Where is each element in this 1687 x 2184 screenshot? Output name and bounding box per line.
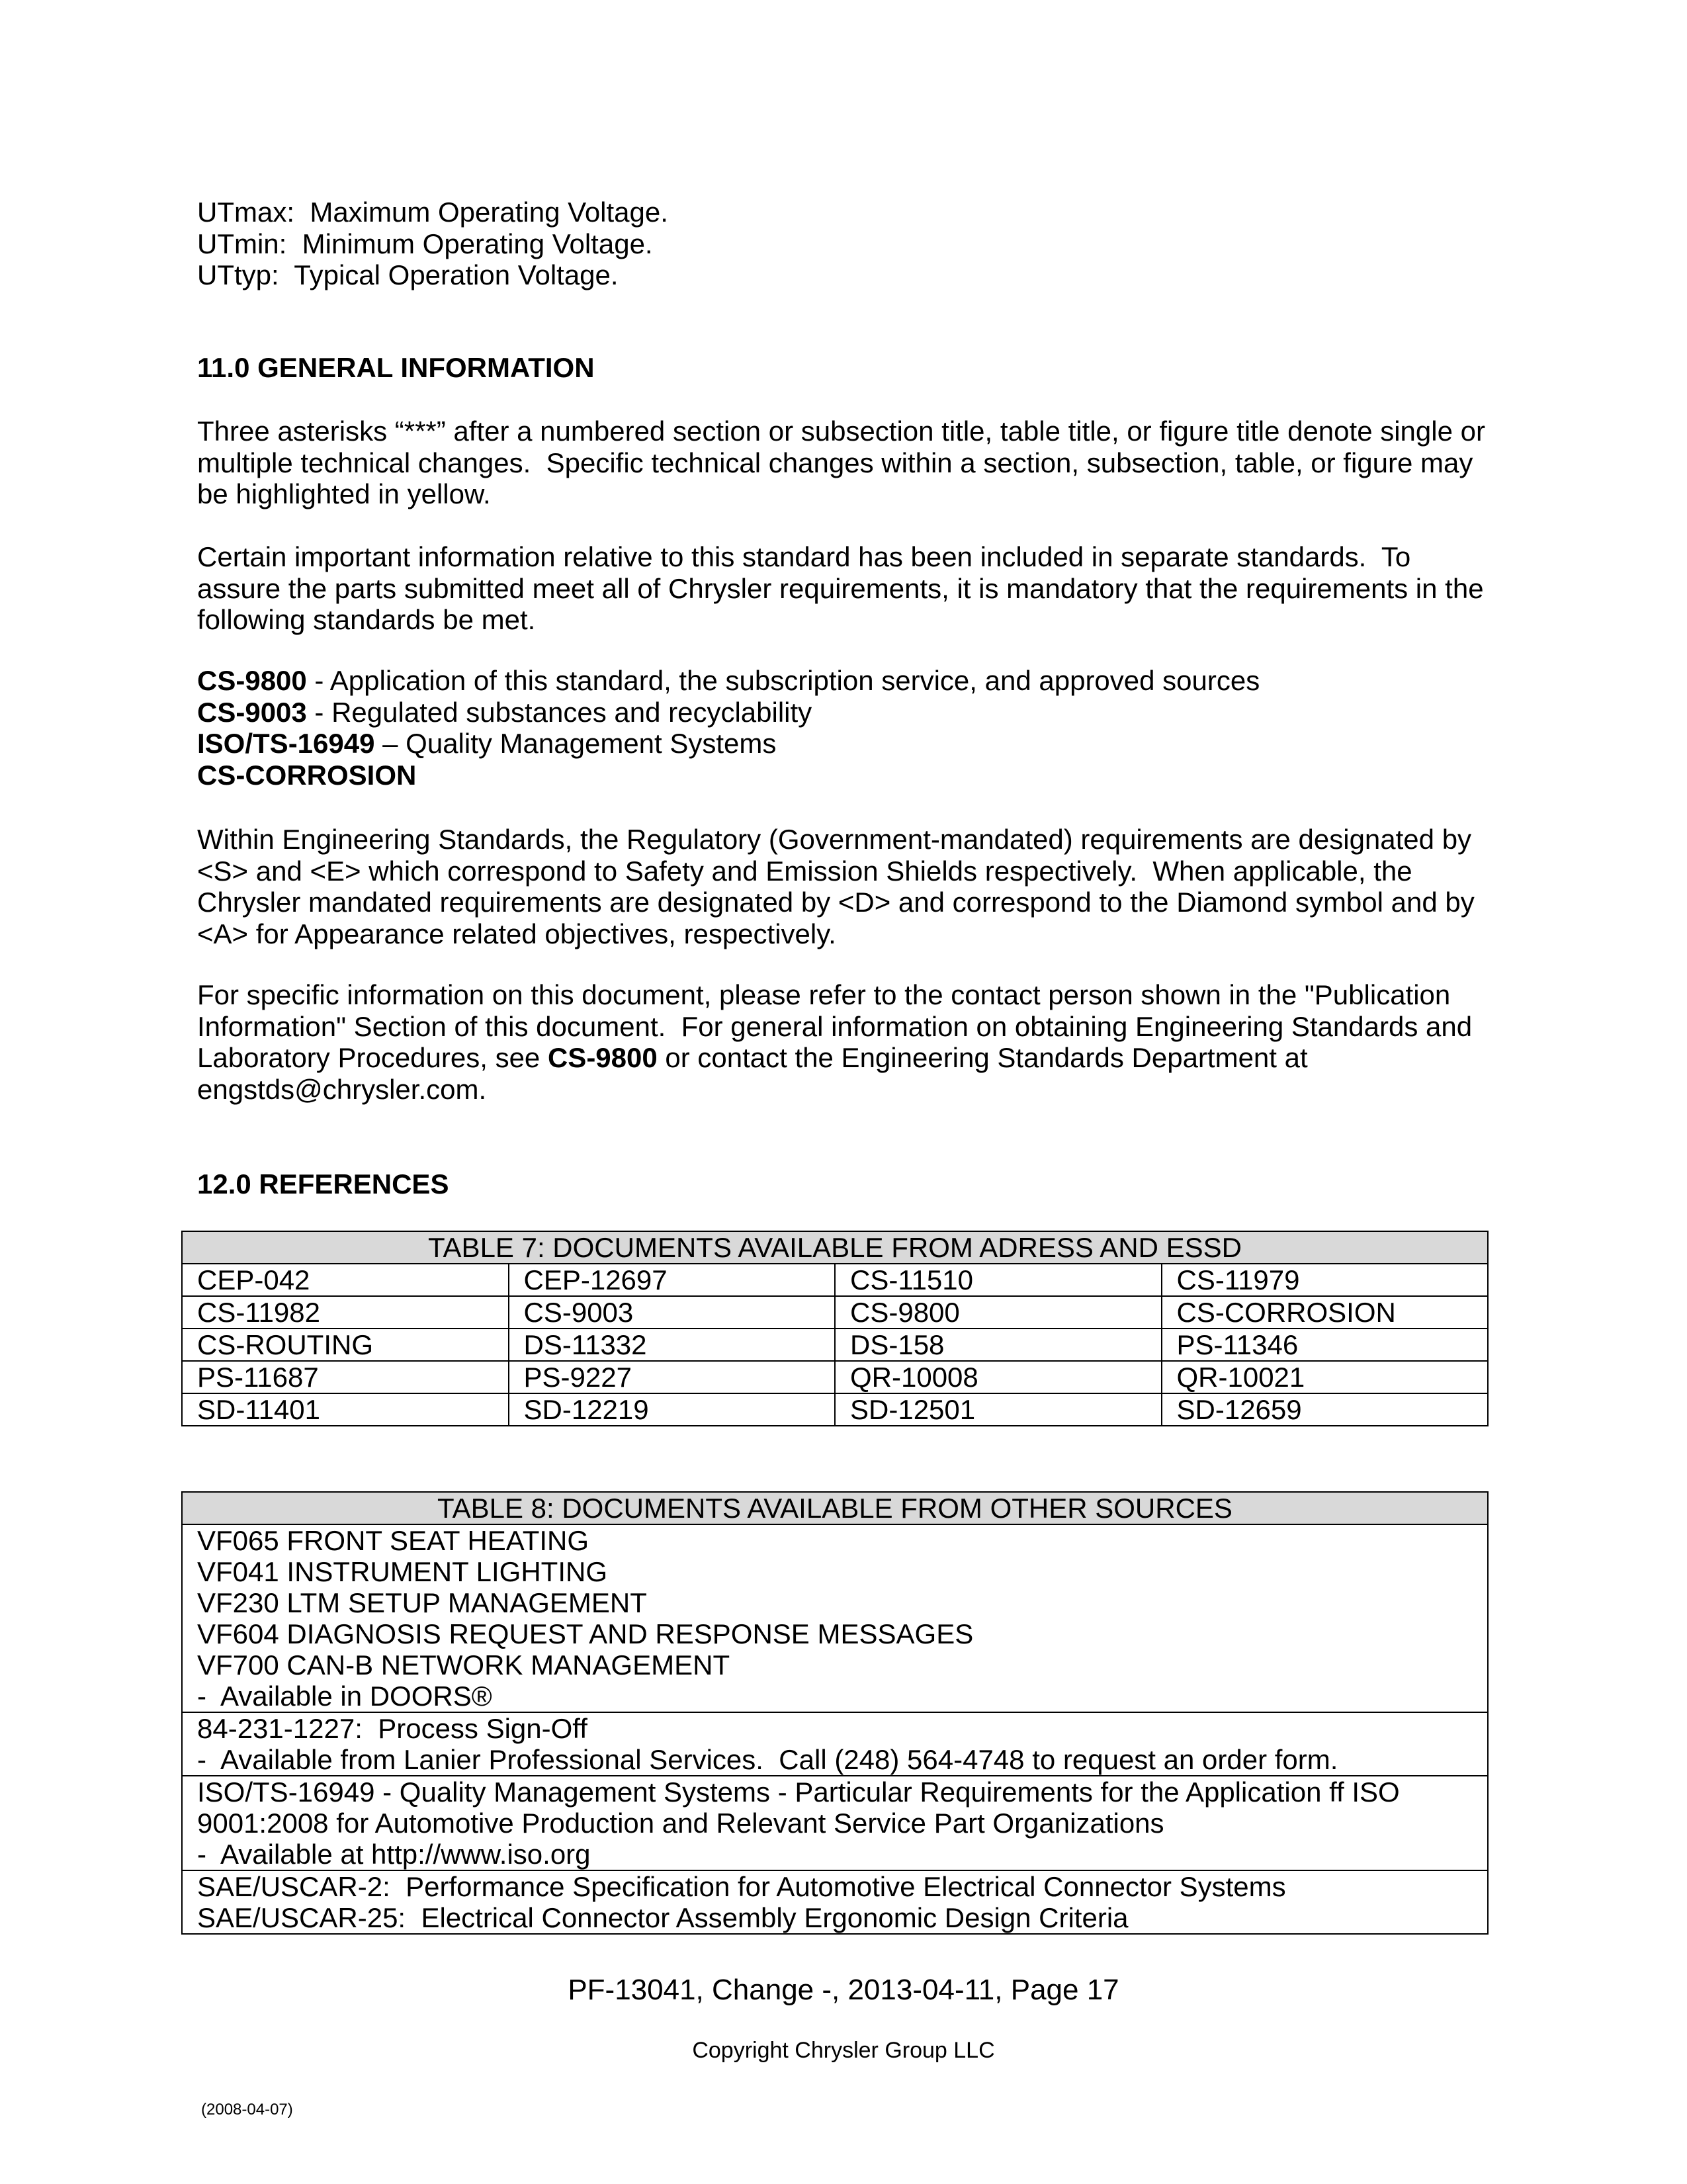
document-line: - Available from Lanier Professional Services. Call (248) 564-4748 to request an order form. xyxy=(197,1744,1338,1775)
definition-uttyp: UTtyp: Typical Operation Voltage. xyxy=(197,259,619,290)
table-7-title: TABLE 7: DOCUMENTS AVAILABLE FROM ADRESS AND ESSD xyxy=(182,1231,1488,1264)
text-line: Certain important information relative to this standard has been included in separate standards. To xyxy=(197,541,1411,572)
document-line: VF604 DIAGNOSIS REQUEST AND RESPONSE MESSAGES xyxy=(197,1618,974,1649)
table-cell xyxy=(182,1712,1488,1776)
table-8 xyxy=(181,1491,1489,1935)
standard-code: CS-CORROSION xyxy=(197,759,417,791)
table-row xyxy=(182,1329,1488,1361)
copyright: Copyright Chrysler Group LLC xyxy=(692,2038,995,2063)
section-12-heading: 12.0 REFERENCES xyxy=(197,1168,449,1200)
table-cell: PS-11687 xyxy=(182,1361,509,1393)
document-line: VF065 FRONT SEAT HEATING xyxy=(197,1525,589,1556)
document-line: VF700 CAN-B NETWORK MANAGEMENT xyxy=(197,1649,730,1681)
definition-utmin: UTmin: Minimum Operating Voltage. xyxy=(197,228,653,259)
document-line: - Available in DOORS® xyxy=(197,1681,492,1712)
document-line: SAE/USCAR-25: Electrical Connector Assembly Ergonomic Design Criteria xyxy=(197,1902,1129,1933)
text-line-with-reference xyxy=(197,1042,1494,1074)
form-date: (2008-04-07) xyxy=(201,2101,293,2118)
table-row xyxy=(182,1361,1488,1393)
standard-code: ISO/TS-16949 xyxy=(197,728,375,759)
table-cell: SD-12501 xyxy=(835,1393,1162,1426)
table-cell xyxy=(182,1870,1488,1934)
table-row xyxy=(182,1264,1488,1296)
standard-item xyxy=(197,665,1494,697)
table-cell: CS-11510 xyxy=(835,1264,1162,1296)
definitions xyxy=(197,197,1494,291)
paragraph-standards-intro xyxy=(197,541,1494,636)
standard-code: CS-9800 xyxy=(197,665,307,696)
document-line: 9001:2008 for Automotive Production and Relevant Service Part Organizations xyxy=(197,1808,1164,1839)
standard-item xyxy=(197,697,1494,728)
table-row xyxy=(182,1712,1488,1776)
standard-item xyxy=(197,760,1494,791)
table-7 xyxy=(181,1231,1489,1426)
table-cell xyxy=(182,1776,1488,1870)
table-cell: QR-10008 xyxy=(835,1361,1162,1393)
text-line: following standards be met. xyxy=(197,604,536,635)
table-cell: CEP-042 xyxy=(182,1264,509,1296)
standard-item xyxy=(197,728,1494,760)
document-line: VF041 INSTRUMENT LIGHTING xyxy=(197,1556,607,1587)
table-row xyxy=(182,1870,1488,1934)
definition-utmax: UTmax: Maximum Operating Voltage. xyxy=(197,197,668,228)
table-8-title: TABLE 8: DOCUMENTS AVAILABLE FROM OTHER SOURCES xyxy=(182,1492,1488,1524)
paragraph-asterisks xyxy=(197,415,1494,510)
paragraph-contact xyxy=(197,979,1494,1105)
table-row xyxy=(182,1524,1488,1712)
table-cell: CS-CORROSION xyxy=(1162,1296,1489,1329)
table-cell: CS-ROUTING xyxy=(182,1329,509,1361)
table-cell: SD-11401 xyxy=(182,1393,509,1426)
document-line: 84-231-1227: Process Sign-Off xyxy=(197,1713,587,1744)
table-cell: SD-12659 xyxy=(1162,1393,1489,1426)
table-cell: PS-11346 xyxy=(1162,1329,1489,1361)
table-cell: DS-11332 xyxy=(509,1329,836,1361)
text-line: For specific information on this document, please refer to the contact person shown in the "Publication xyxy=(197,979,1451,1010)
standard-desc: - Application of this standard, the subscription service, and approved sources xyxy=(306,665,1260,696)
table-cell: CS-11979 xyxy=(1162,1264,1489,1296)
table-row xyxy=(182,1296,1488,1329)
text-line: <A> for Appearance related objectives, respectively. xyxy=(197,918,836,949)
standards-list xyxy=(197,665,1494,791)
document-line: ISO/TS-16949 - Quality Management Systems - Particular Requirements for the Application ff ISO xyxy=(197,1776,1400,1808)
standard-code: CS-9003 xyxy=(197,696,307,728)
text-line: or contact the Engineering Standards Department at xyxy=(657,1042,1308,1073)
table-cell: CS-11982 xyxy=(182,1296,509,1329)
text-line: <S> and <E> which correspond to Safety and Emission Shields respectively. When applicable, the xyxy=(197,855,1412,887)
text-line: be highlighted in yellow. xyxy=(197,478,491,509)
standard-desc: – Quality Management Systems xyxy=(374,728,777,759)
table-cell: DS-158 xyxy=(835,1329,1162,1361)
paragraph-regulatory xyxy=(197,824,1494,949)
table-cell: QR-10021 xyxy=(1162,1361,1489,1393)
text-line: Chrysler mandated requirements are designated by <D> and correspond to the Diamond symbol and by xyxy=(197,887,1475,918)
text-line: Within Engineering Standards, the Regulatory (Government-mandated) requirements are designated by xyxy=(197,824,1472,855)
standard-reference: CS-9800 xyxy=(547,1042,658,1073)
standard-desc: - Regulated substances and recyclability xyxy=(306,696,812,728)
table-cell: PS-9227 xyxy=(509,1361,836,1393)
text-line: assure the parts submitted meet all of Chrysler requirements, it is mandatory that the requirements in the xyxy=(197,572,1484,604)
document-line: - Available at http://www.iso.org xyxy=(197,1839,591,1870)
text-line: multiple technical changes. Specific technical changes within a section, subsection, table, or figure may xyxy=(197,447,1473,478)
section-11-heading: 11.0 GENERAL INFORMATION xyxy=(197,352,595,383)
text-line: Information" Section of this document. For general information on obtaining Engineering Standards and xyxy=(197,1010,1473,1042)
document-line: SAE/USCAR-2: Performance Specification for Automotive Electrical Connector Systems xyxy=(197,1871,1286,1902)
text-line: Three asterisks “***” after a numbered section or subsection title, table title, or figure title denote single or xyxy=(197,415,1485,447)
email-text: engstds@chrysler.com. xyxy=(197,1073,487,1105)
text-line: Laboratory Procedures, see xyxy=(197,1042,548,1073)
table-row xyxy=(182,1393,1488,1426)
table-cell: CS-9800 xyxy=(835,1296,1162,1329)
table-cell: CS-9003 xyxy=(509,1296,836,1329)
table-row xyxy=(182,1776,1488,1870)
document-line: VF230 LTM SETUP MANAGEMENT xyxy=(197,1587,647,1618)
table-cell xyxy=(182,1524,1488,1712)
table-cell: CEP-12697 xyxy=(509,1264,836,1296)
page-info: PF-13041, Change -, 2013-04-11, Page 17 xyxy=(568,1974,1119,2006)
table-cell: SD-12219 xyxy=(509,1393,836,1426)
